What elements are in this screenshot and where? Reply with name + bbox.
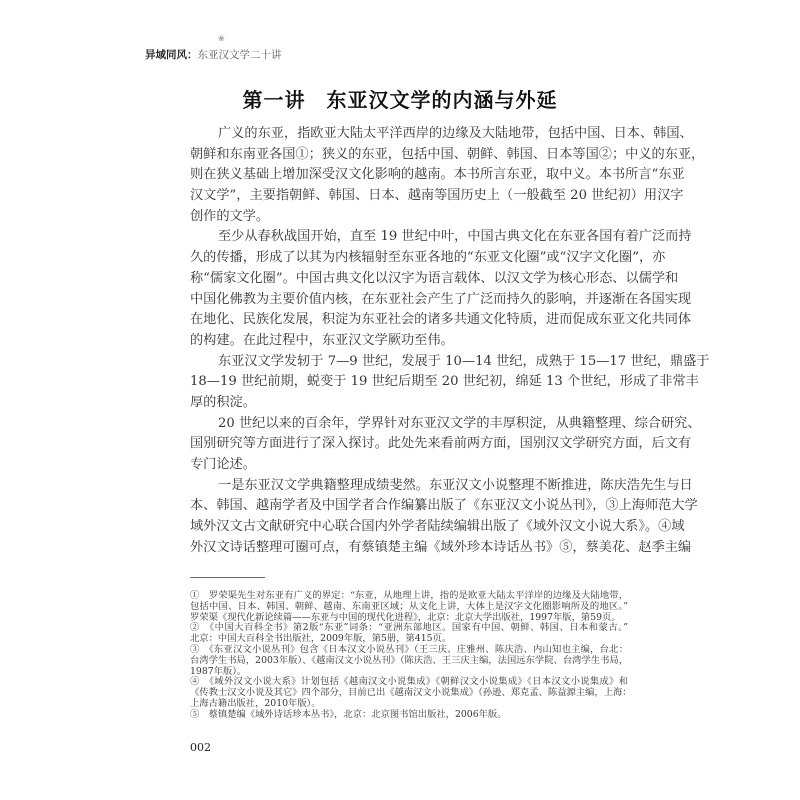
footnote — [190, 645, 628, 677]
footnote-line: 罗荣渠《现代化新论续篇——东亚与中国的现代化进程》，北京：北京大学出版社，1997年版，第59页。 — [190, 611, 621, 623]
footnote-line: ③ 《东亚汉文小说丛刊》包含《日本汉文小说丛刊》（王三庆、庄雅州、陈庆浩、内山知也主编，台北： — [190, 643, 628, 655]
body-text — [190, 124, 710, 558]
footnotes — [190, 590, 632, 721]
paragraph — [190, 227, 692, 351]
text-line: 的构建。在此过程中，东亚汉文学厥功至伟。 — [190, 332, 454, 348]
footnote — [190, 710, 628, 721]
text-line: 厚的积淀。 — [190, 394, 256, 410]
running-header — [145, 49, 282, 62]
text-line: 则在狭义基础上增加深受汉文化影响的越南。本书所言东亚，取中义。本书所言“东亚 — [190, 167, 685, 183]
footnote — [190, 623, 628, 645]
paragraph — [190, 352, 710, 414]
text-line: 一是东亚汉文学典籍整理成绩斐然。东亚汉文小说整理不断推进，陈庆浩先生与日 — [218, 477, 693, 493]
footnote-divider — [190, 577, 265, 578]
text-line: 国别研究等方面进行了深入探讨。此处先来看前两方面，国别汉文学研究方面，后文有 — [190, 436, 692, 452]
footnote-line: ② 《中国大百科全书》第2版“东亚”词条：“亚洲东部地区。国家有中国、朝鲜、韩国、日本和蒙古。” — [190, 622, 628, 634]
page-number: 002 — [190, 741, 211, 754]
text-line: 中国化佛教为主要价值内核，在东亚社会产生了广泛而持久的影响，并逐渐在各国实现 — [190, 291, 692, 307]
footnote-line: 1987年版）。 — [190, 665, 247, 677]
book-subtitle: 东亚汉文学二十讲 — [197, 49, 282, 61]
footnote-line: ① 罗荣渠先生对东亚有广义的界定：“东亚，从地理上讲，指的是欧亚大陆太平洋岸的边缘及大陆地带， — [190, 590, 628, 601]
book-title: 异域同风： — [145, 49, 198, 61]
footnote-line: ⑤ 蔡镇楚编《域外诗话珍本丛书》，北京：北京图书馆出版社，2006年版。 — [190, 708, 507, 720]
footnote — [190, 676, 632, 709]
footnote-line: 台湾学生书局，2003年版）、《越南汉文小说丛刊》（陈庆浩、王三庆主编，法国远东学院、台湾学生书局， — [190, 654, 628, 666]
paragraph — [190, 476, 698, 559]
paragraph — [190, 414, 701, 476]
text-line: 至少从春秋战国开始，直至 19 世纪中叶，中国古典文化在东亚各国有着广泛而持 — [218, 229, 692, 245]
text-line: 域外汉文古文献研究中心联合国内外学者陆续编辑出版了《域外汉文小说大系》。④域 — [190, 519, 685, 535]
text-line: 朝鲜和东南亚各国①；狭义的东亚，包括中国、朝鲜、韩国、日本等国②；中义的东亚， — [190, 146, 705, 162]
footnote-line: 《传教士汉文小说及其它》四个部分，目前已出《越南汉文小说集成》（孙逊、郑克孟、陈益源主编，上海： — [190, 687, 632, 699]
footnote — [190, 591, 628, 623]
footnote-line: ④ 《域外汉文小说大系》计划包括《越南汉文小说集成》《朝鲜汉文小说集成》《日本汉文小说集成》和 — [190, 676, 628, 688]
text-line: 专门论述。 — [190, 457, 256, 472]
chapter-title: 第一讲 东亚汉文学的内涵与外延 — [242, 88, 558, 112]
text-line: 称“儒家文化圈”。中国古典文化以汉字为语言载体、以汉文学为核心形态、以儒学和 — [190, 270, 679, 286]
text-line: 在地化、民族化发展，积淀为东亚社会的诸多共通文化特质，进而促成东亚文化共同体 — [190, 312, 692, 328]
text-line: 广义的东亚，指欧亚大陆太平洋西岸的边缘及大陆地带，包括中国、日本、韩国、 — [218, 126, 693, 141]
text-line: 创作的文学。 — [190, 208, 270, 224]
text-line: 本、韩国、越南学者及中国学者合作编纂出版了《东亚汉文小说丛刊》，③上海师范大学 — [190, 498, 698, 514]
text-line: 外汉文诗话整理可圈可点，有蔡镇楚主编《域外珍本诗话丛书》⑤，蔡美花、赵季主编 — [190, 539, 692, 555]
text-line: 汉文学”，主要指朝鲜、韩国、日本、越南等国历史上（一般截至 20 世纪初）用汉字 — [190, 188, 684, 204]
text-line: 久的传播，形成了以其为内核辐射至东亚各地的“东亚文化圈”或“汉字文化圈”，亦 — [190, 250, 666, 266]
text-line: 20 世纪以来的百余年，学界针对东亚汉文学的丰厚积淀，从典籍整理、综合研究、 — [218, 415, 701, 431]
text-line: 东亚汉文学发轫于 7—9 世纪，发展于 10—14 世纪，成熟于 15—17 世纪，鼎盛于 — [218, 353, 710, 369]
footnote-line: 上海古籍出版社，2010年版）。 — [190, 697, 321, 709]
footnote-line: 北京：中国大百科全书出版社，2009年版，第5册，第415页。 — [190, 633, 452, 645]
header-ornament-icon: ❀ — [218, 34, 225, 43]
paragraph — [190, 124, 705, 227]
footnote-line: 包括中国、日本、韩国、朝鲜、越南、东南亚区域；从文化上讲，大体上是汉字文化圈影响所及的地区。” — [190, 600, 628, 612]
text-line: 18—19 世纪前期，蜕变于 19 世纪后期至 20 世纪初，绵延 13 个世纪，形成了非常丰 — [190, 374, 699, 390]
